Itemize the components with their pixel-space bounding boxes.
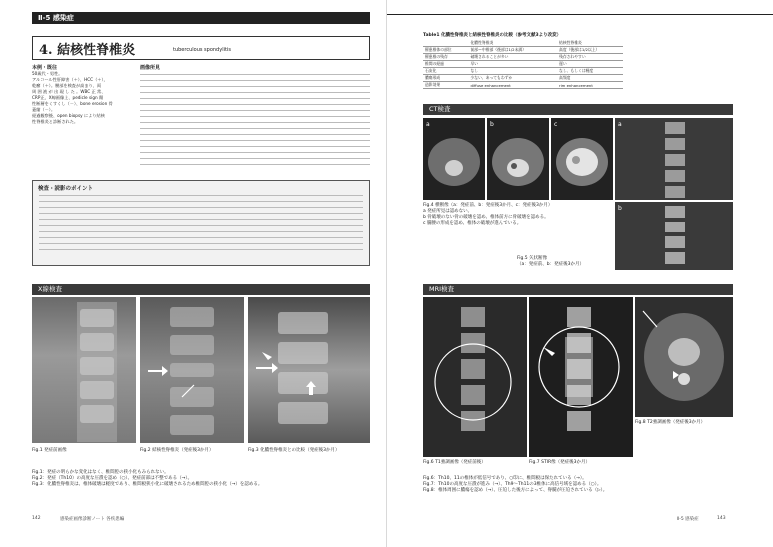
case-line: 50歳代・男性。 [32,71,63,76]
case-column [32,64,127,125]
fig4-caption-title: Fig.4 横断像（a：発症前、b：発症後3か月、c：発症後3か月） [423,203,553,208]
fig5-caption-title: Fig.5 矢状断像 [517,256,548,261]
right-top-rule [387,14,773,15]
table-cell: diffuse enhancement [469,82,558,89]
svg-text:a: a [618,121,622,128]
fig4-caption-line: c 腸腰の形成を認め、椎体の破壊が進んでいる。 [423,221,522,226]
svg-text:b: b [618,205,622,212]
discussion-label: 画像所見 [140,65,161,71]
table-cell: 前部～中椎部（後部は1/2未満） [469,47,558,54]
fig4-caption [423,203,611,227]
table-row [423,54,623,61]
comparison-table [423,40,623,89]
table-cell: なし [469,68,558,75]
table-cell: 造影効果 [423,82,469,89]
article-subtitle: tuberculous spondylitis [173,47,231,53]
discussion-text [140,74,370,165]
right-page-number: 143 [717,516,726,521]
ct-section-header: CT検査 [423,104,733,115]
case-line: 経過観察後、open biopsy により結核 [32,113,105,118]
case-label: 本例・既往 [32,65,58,71]
case-line: 性断層をくすくし（－）、bone erosion 骨 [32,101,113,106]
case-line: アルコール性肝障害（＋）、HCC（＋）， [32,77,108,82]
fig8-t2-mri-image [635,297,733,417]
case-line: 性脊椎炎と診断された。 [32,119,79,124]
fig2-xray-image [140,297,244,443]
case-line: 乾癬（＋）。腰部を検査が高まり、両 [32,83,102,88]
case-line: CRP正，X線画像上、pedicle sign 陽 [32,95,104,100]
table-cell: なし、もしくは軽度 [557,68,623,75]
discussion-column [140,64,370,170]
table-row [423,75,623,82]
table-row [423,47,623,54]
left-page-number: 142 [32,516,41,521]
svg-text:a: a [426,121,430,128]
left-page [0,0,386,547]
table-row [423,82,623,89]
key-points-box [32,180,370,266]
chapter-header: Ⅱ-5 感染症 [32,12,370,24]
fig2-caption: Fig.2 結核性脊椎炎（発症後3か月） [140,448,214,453]
fig7-caption: Fig.7 STIR像（発症後3か月） [529,460,591,465]
article-title: 4. 結核性脊椎炎 [39,43,136,58]
right-page [387,0,773,547]
table-row [423,68,623,75]
article-title-box [32,36,370,60]
fig7-stir-mri-image [529,297,633,457]
table-cell: 早い [469,61,558,68]
fig3-xray-image [248,297,370,443]
fig6-caption: Fig.6 T1強調画像（発症前後） [423,460,486,465]
fig4b-ct-image [487,118,549,200]
key-points-title: 検査・読影のポイント [38,186,94,192]
table-cell: 罹患椎体の部位 [423,47,469,54]
fig4a-ct-image [423,118,485,200]
fig6-t1-mri-image [423,297,527,457]
fig1-caption: Fig.1 発症前画像 [32,448,67,453]
fig5-caption [517,256,613,268]
case-line: 萎縮（－）。 [32,107,56,112]
mri-section-header: MRI検査 [423,284,733,295]
table-cell: 椎間の経過 [423,61,469,68]
note-line: Fig.8：椎体周囲に膿瘍を認め（→）、圧迫した後方によって、脊髄が圧迫されている（▷）。 [423,488,608,493]
key-points-text [33,195,369,250]
table-cell: 石灰化 [423,68,469,75]
fig4-caption-line: a 発症所見は認めない。 [423,209,473,214]
table-cell: 膿瘍形成 [423,75,469,82]
fig8-caption: Fig.8 T2強調画像（発症後3か月） [635,420,706,425]
xray-notes [32,470,370,488]
table-cell: 高度（後部は1/2以上） [557,47,623,54]
table-cell: 破壊されることが多い [469,54,558,61]
svg-text:c: c [554,121,558,128]
fig5-caption-sub: （a：発症前、b：発症後3か月） [517,262,584,267]
table-cell: 高頻度 [557,75,623,82]
table-cell: 少ない、あってもわずか [469,75,558,82]
table-row [423,61,623,68]
note-line: Fig.7：Th10の高度な圧潰が進み（→）、Th9～Th11の3椎体に高信号域を認める（○）。 [423,482,602,487]
fig5b-sagittal-image [615,202,733,270]
fig1-xray-image [32,297,136,443]
note-line: Fig.3：化膿性脊椎炎は、椎体破壊は軽度であり、椎間板狭小化に破壊されるため椎間腔の狭小化（→）を認める。 [32,482,263,487]
right-running-header: Ⅱ-5 感染症 [677,517,699,522]
table-header-cell: 化膿性脊椎炎 [469,40,558,47]
table1-title: Table1 化膿性脊椎炎と結核性脊椎炎の比較（参考文献3より改変） [423,33,562,38]
table-cell: rim enhancement [557,82,623,89]
case-line: 周 囲 液 が 出 現 し た 。WBC 正 常、 [32,89,106,94]
table-cell: 残存されやすい [557,54,623,61]
fig5a-sagittal-image [615,118,733,200]
note-line: Fig.2：発症（Th10）の高度な圧潰を認め（○）、発症前部は不整である（→）。 [32,476,193,481]
table-cell: 遅い [557,61,623,68]
xray-section-header: X線検査 [32,284,370,295]
table-cell: 罹患椎の残存 [423,54,469,61]
fig3-caption: Fig.3 化膿性脊椎炎との比較（発症後3か月） [248,448,340,453]
note-line: Fig.6：Th10、11の椎体が低信号であり、○印に、椎間板は保たれている（→）。 [423,476,587,481]
mri-notes [423,476,733,494]
fig4c-ct-image [551,118,613,200]
left-book-title: 感染症画像診断ノート 各疾患編 [60,517,125,522]
note-line: Fig.1：発症の明らかな変化はなく、椎間腔の狭小化もみられない。 [32,470,169,475]
fig4-caption-line: b 骨破壊のない骨の破壊を認め、椎体前方に骨破壊を認める。 [423,215,549,220]
table-header-cell: 結核性脊椎炎 [557,40,623,47]
svg-text:b: b [490,121,494,128]
